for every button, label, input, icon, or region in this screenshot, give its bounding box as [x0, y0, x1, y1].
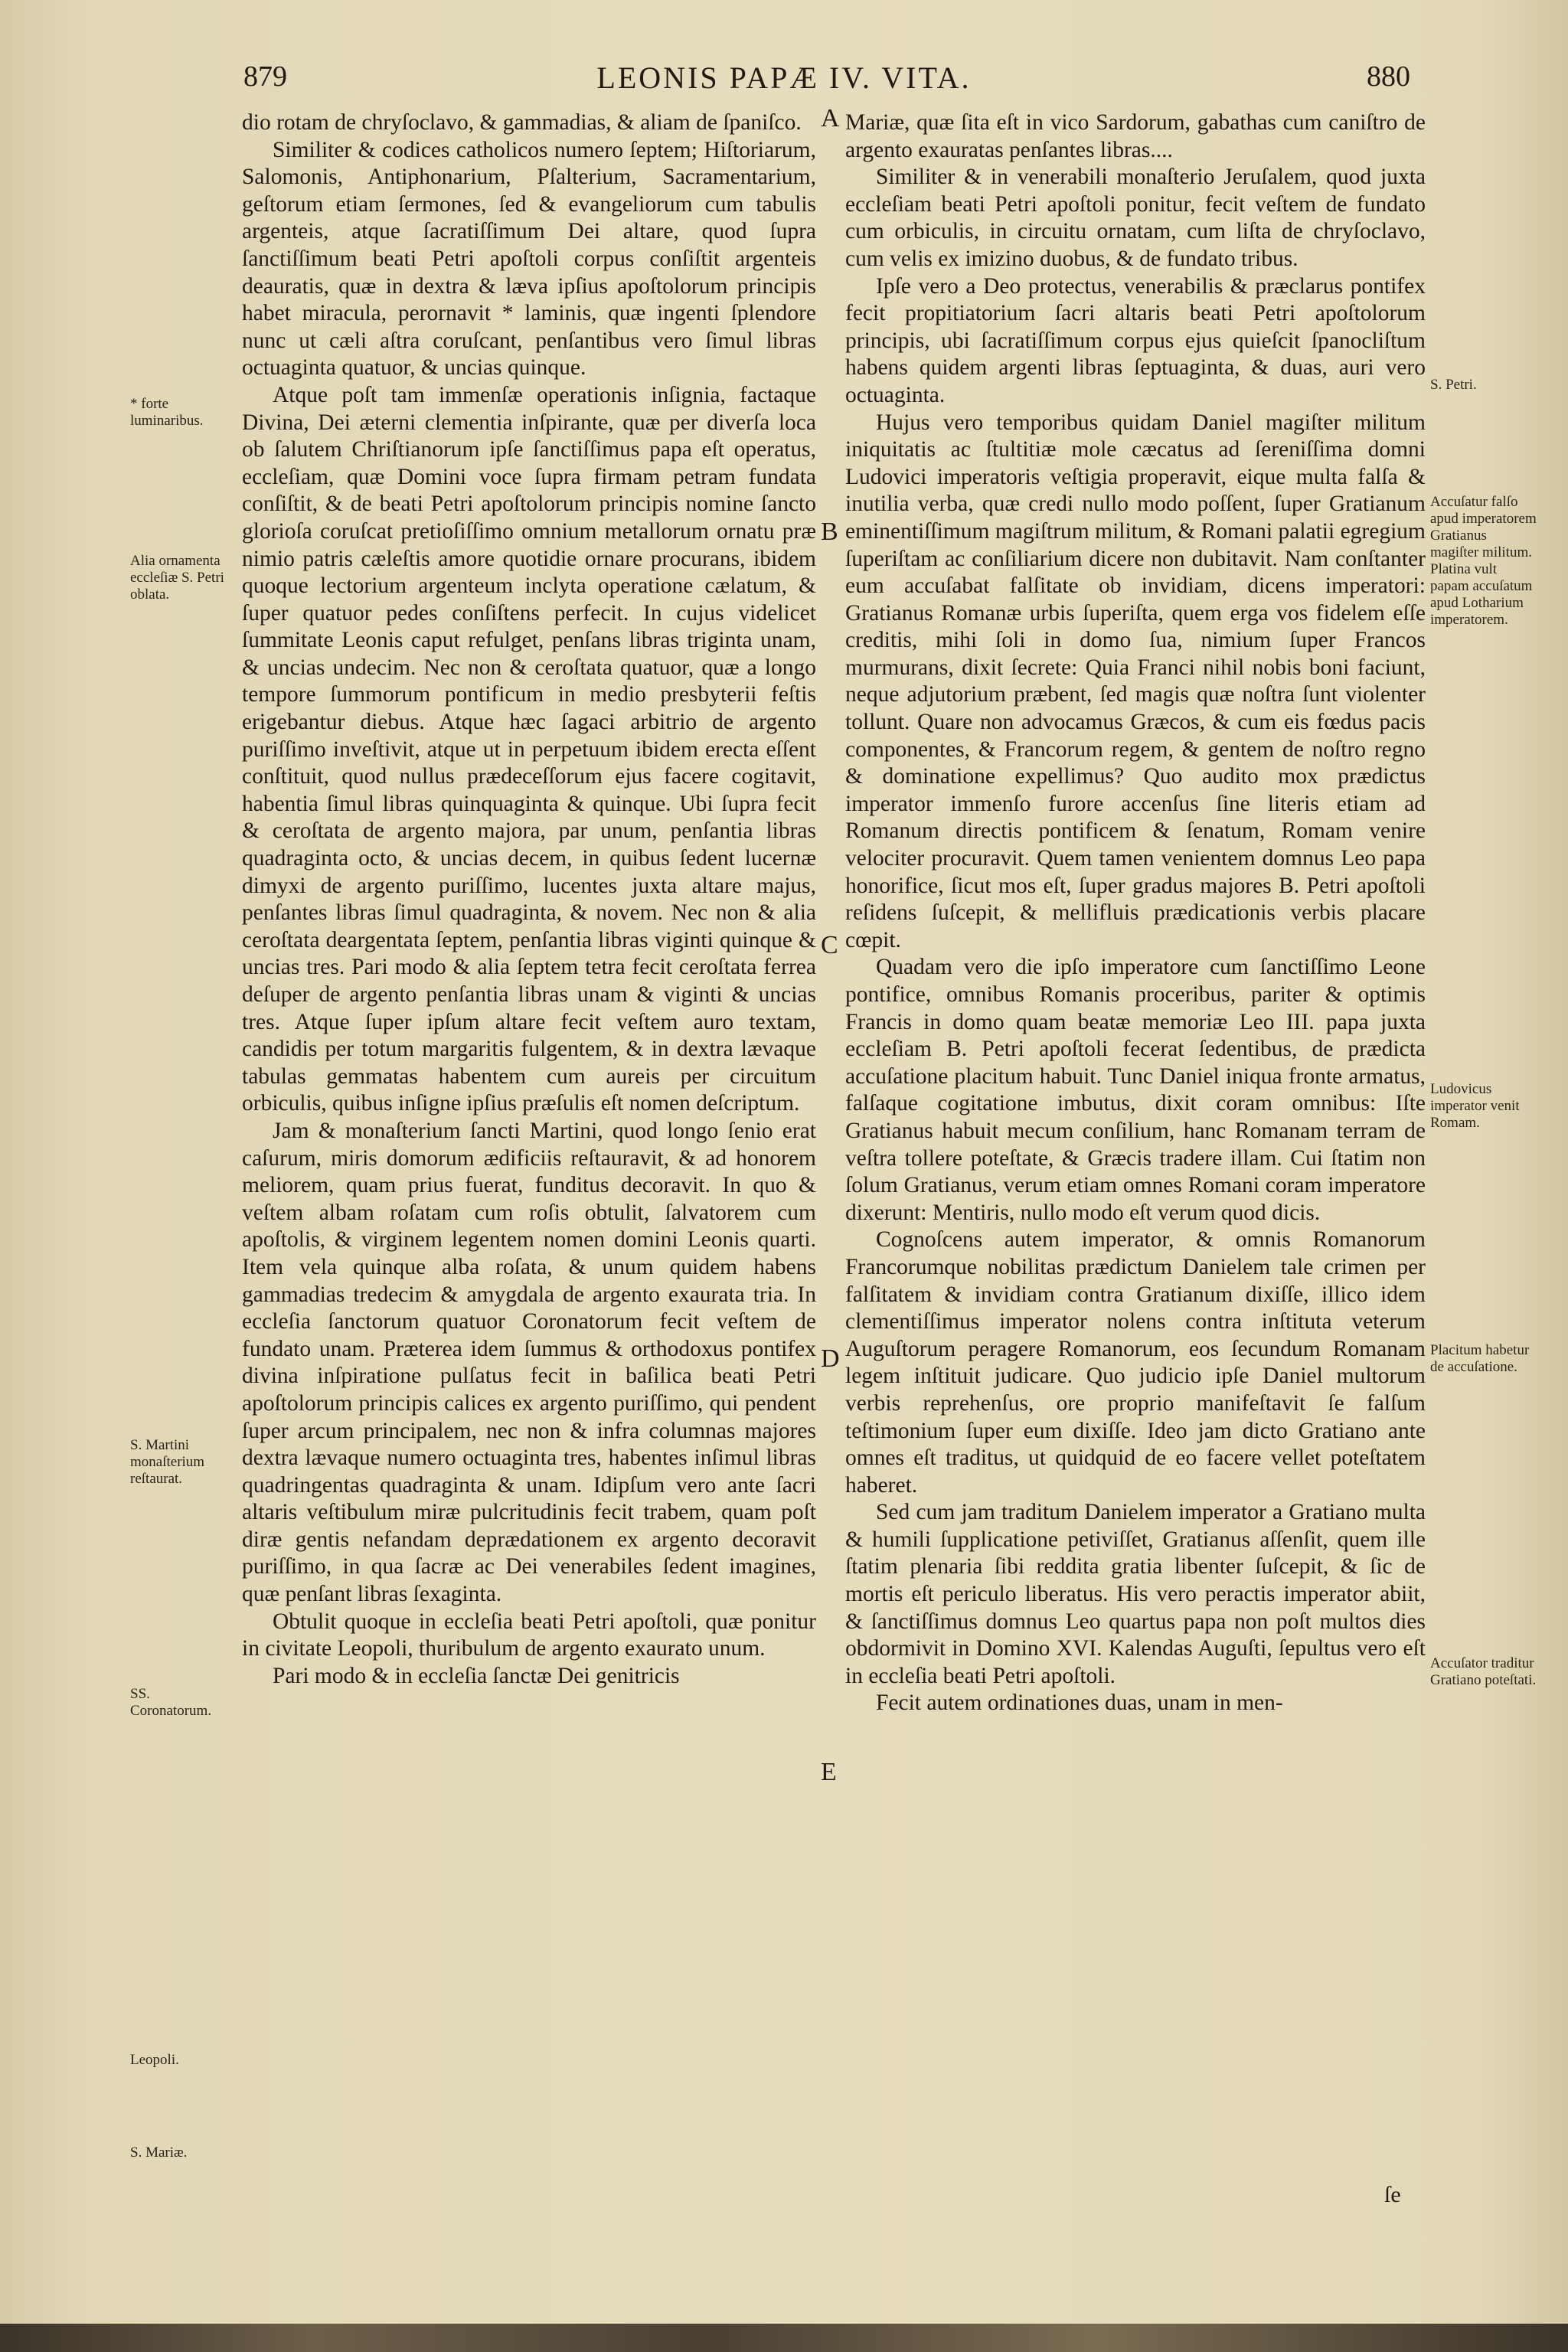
margin-note-luminaribus: * forte luminaribus. — [130, 396, 204, 429]
right-page-number: 880 — [1367, 60, 1410, 93]
margin-note-s-martini: S. Martini monaſterium reſtaurat. — [130, 1437, 205, 1487]
right-text-column — [845, 109, 1426, 1717]
running-title: LEONIS PAPÆ IV. VITA. — [596, 60, 972, 95]
scan-edge — [0, 2324, 1568, 2352]
paragraph: Cognoſcens autem imperator, & omnis Romanorum Francorumque nobilitas prædictum Danielem tale crimen per falſitatem & invidiam contra Gratianum dixiſſe, illico idem clementiſſimus imperator nolens contra inſtituta veterum Auguſtorum peragere Romanorum, eos ſecundum Romanam legem inſtituit judicare. Quo judicio ipſe Daniel multorum verbis reprehenſus, ore proprio manifeſtavit ſe falſum teſtimonium ſuper eum dixiſſe. Ideo jam dicto Gratiano ante omnes eſt traditus, ut quidquid de eo facere vellet poteſtatem haberet. — [845, 1227, 1426, 1498]
section-letter-c: C — [821, 931, 838, 959]
left-text-column — [242, 109, 816, 1690]
paragraph: Fecit autem ordinationes duas, unam in men- — [876, 1690, 1283, 1716]
paragraph: dio rotam de chryſoclavo, & gammadias, & aliam de ſpaniſco. — [242, 110, 802, 135]
paragraph: Atque poſt tam immenſæ operationis inſignia, factaque Divina, Dei æterni clementia inſpirante, quæ per diverſa loca ob ſalutem Chriſtianorum ipſe ſanctiſſimus papa eſt operatus, eccleſiam, quæ Domini voce ſupra firmam petram fundata conſiſtit, & de beati Petri apoſtolorum principis nomine ſancto glorioſa coruſcat pretioſiſſimo omnium metallorum ornatu præ nimio patris cæleſtis amore quotidie ornare procurans, ibidem quoque lectorium argenteum inclyta operatione cælatum, & ſuper quatuor pedes conſiſtens perfecit. In cujus videlicet ſummitate Leonis caput refulget, penſans libras triginta unam, & uncias undecim. Nec non & ceroſtata quatuor, quæ a longo tempore ſummorum pontificum in medio presbyterii feſtis erigebantur diebus. Atque hæc ſagaci arbitrio de argento puriſſimo inveſtivit, atque ut in perpetuum ibidem erecta eſſent conſtituit, quod nullus prædeceſſorum ejus facere cogitavit, habentia ſimul libras quinquaginta & quinque. Ubi ſupra fecit & ceroſtata de argento majora, par unum, penſantia libras quadraginta octo, & uncias decem, in quibus ſedent lucernæ dimyxi de argento puriſſimo, lucentes juxta altare majus, penſantes libras ſimul quadraginta, & novem. Nec non & alia ceroſtata deargentata ſeptem, penſantia libras viginti quinque & uncias tres. Pari modo & alia ſeptem tetra fecit ceroſtata ferrea deſuper de argento penſantia libras unam & viginti & uncias tres. Atque ſuper ipſum altare fecit veſtem auro textam, candidis per totum margaritis fulgentem, & in dextra lævaque tabulas gemmatas habentem cum aureis per circuitum orbiculis, quibus inſigne ipſius præſulis eſt nomen deſcriptum. — [242, 382, 816, 1116]
margin-note-s-petri: S. Petri. — [1430, 377, 1477, 393]
section-letter-d: D — [821, 1344, 840, 1373]
margin-note-leopoli: Leopoli. — [130, 2052, 179, 2068]
paragraph: Jam & monaſterium ſancti Martini, quod longo ſenio erat caſurum, miris domorum ædificiis reſtauravit, & ad honorem meliorem, quam prius fuerat, funditus decoravit. In quo & veſtem albam roſatam cum roſis obtulit, ſalvatorem cum apoſtolis, & virginem legentem nomen domini Leonis quarti. Item vela quinque alba roſata, & unum quidem habens gammadias tredecim & amygdala de argento exaurata tria. In eccleſia ſanctorum quatuor Coronatorum fecit veſtem de fundato unam. Præterea idem ſummus & orthodoxus pontifex divina inſpiratione pulſatus fecit in baſilica beati Petri apoſtolorum principis calices ex argento puriſſimo, qui pendent ſuper arcum principalem, nec non & infra columnas majores dextra lævaque numero octuaginta tres, habentes inſimul libras quadringentas quadraginta & unam. Idipſum vero ante ſacri altaris veſtibulum miræ pulcritudinis fecit trabem, quam poſt diræ gentis nefandam deprædationem ex argento decoravit puriſſimo, in qua ſacræ ac Dei venerabiles ſedent imagines, quæ penſant libras ſexaginta. — [242, 1118, 816, 1607]
margin-note-placitum: Placitum habetur de accuſatione. — [1430, 1342, 1530, 1375]
margin-note-ludovicus: Ludovicus imperator venit Romam. — [1430, 1081, 1520, 1131]
paragraph: Ipſe vero a Deo protectus, venerabilis & præclarus pontifex fecit propitiatorium ſacri altaris beati Petri apoſtolorum principis, ubi ſacratiſſimum corpus ejus quieſcit ſpanocliſtum habens quidem argenti libras ſeptuaginta, & duas, auri vero octuaginta. — [845, 273, 1426, 407]
paragraph: Mariæ, quæ ſita eſt in vico Sardorum, gabathas cum caniſtro de argento exauratas penſantes libras.... — [845, 110, 1426, 162]
paragraph: Hujus vero temporibus quidam Daniel magiſter militum iniquitatis ac ſtultitiæ mole cæcatus ad ſereniſſima domni Ludovici imperatoris veſtigia properavit, eique multa falſa & inutilia verba, quæ credi nullo modo poſſent, ſuper Gratianum eminentiſſimum magiſtrum militum, & Romani palatii egregium ſuperiſtam ac conſiliarium dicere non dubitavit. Nam conſtanter eum accuſabat falſitate ob invidiam, dicens imperatori: Gratianus Romanæ urbis ſuperiſta, quem erga vos fidelem eſſe creditis, mihi ſoli in domo ſua, nimium ſuper Francos murmurans, dixit ſecrete: Quia Franci nihil nobis boni faciunt, neque adjutorium præbent, ſed magis quæ noſtra ſunt violenter tollunt. Quare non advocamus Græcos, & cum eis fœdus pacis componentes, & Francorum regem, & gentem de noſtro regno & dominatione expellimus? Quo audito mox prædictus imperator immenſo furore accenſus ſine literis etiam ad Romanum directis pontificem & ſenatum, Romam venire velociter procuravit. Quem tamen venientem domnus Leo papa honorifice, ſicut mos eſt, ſuper gradus majores B. Petri apoſtoli reſidens ſuſcepit, & mellifluis prædicationis verbis placare cœpit. — [845, 410, 1426, 952]
margin-note-s-mariae: S. Mariæ. — [130, 2145, 188, 2161]
paragraph: Sed cum jam traditum Danielem imperator a Gratiano multa & humili ſupplicatione petiviſſet, Gratianus aſſenſit, quem ille ſtatim plenaria ſibi reddita gratia libenter ſuſcepit, & ſic de mortis eſt periculo liberatus. His vero peractis imperator abiit, & ſanctiſſimus domnus Leo quartus papa non poſt multos dies obdormivit in Domino XVI. Kalendas Auguſti, ſepultus vero eſt in eccleſia beati Petri apoſtoli. — [845, 1500, 1426, 1688]
margin-note-alia-ornamenta: Alia ornamenta eccleſiæ S. Petri oblata. — [130, 553, 224, 603]
paragraph: Pari modo & in eccleſia ſanctæ Dei genitricis — [273, 1663, 680, 1688]
paragraph: Similiter & in venerabili monaſterio Jeruſalem, quod juxta eccleſiam beati Petri apoſtoli ponitur, fecit veſtem de fundato cum orbiculis, in circuitu ornatam, cum liſta de chryſoclavo, cum velis ex imizino duobus, & de fundato tribus. — [845, 165, 1426, 271]
margin-note-accusator-traditur: Accuſator traditur Gratiano poteſtati. — [1430, 1655, 1537, 1688]
paragraph: Obtulit quoque in eccleſia beati Petri apoſtoli, quæ ponitur in civitate Leopoli, thuribulum de argento exaurato unum. — [242, 1609, 816, 1661]
paragraph: Quadam vero die ipſo imperatore cum ſanctiſſimo Leone pontifice, omnibus Romanis proceribus, pariter & optimis Francis in domo quam beatæ memoriæ Leo III. papa juxta eccleſiam B. Petri apoſtoli fecerat ſedentibus, de prædicta accuſatione placitum habuit. Tunc Daniel iniqua fronte armatus, falſaque cogitatione imbutus, dixit coram omnibus: Iſte Gratianus habuit mecum conſilium, hanc Romanam terram de veſtra tollere poteſtate, & Græcis tradere illam. Cui ſtatim non ſolum Gratianus, verum etiam omnes Romani coram imperatore dixerunt: Mentiris, nullo modo eſt verum quod dicis. — [845, 955, 1426, 1225]
section-letter-b: B — [821, 518, 838, 546]
section-letter-e: E — [821, 1758, 837, 1786]
margin-note-accusatur: Accuſatur falſo apud imperatorem Gratianus magiſter militum. Platina vult papam accuſatum apud Lotharium imperatorem. — [1430, 494, 1537, 628]
page-header — [0, 60, 1568, 106]
section-letter-a: A — [821, 104, 840, 132]
left-page-number: 879 — [243, 60, 287, 93]
paragraph: Similiter & codices catholicos numero ſeptem; Hiſtoriarum, Salomonis, Antiphonarium, Pſalterium, Sacramentarium, geſtorum etiam ſermones, ſed & evangeliorum cum tabulis argenteis, atque ſacratiſſimum Dei altare, quod ſupra ſanctiſſimum beati Petri apoſtoli corpus conſiſtit argenteis deauratis, quæ in dextra & læva ipſius apoſtolorum principis habet miracula, perornavit * laminis, quæ ingenti ſplendore nunc ut cæli aſtra coruſcant, penſantibus vero ſimul libras octuaginta quatuor, & uncias quinque. — [242, 137, 816, 381]
catchword: ſe — [1384, 2182, 1401, 2207]
margin-note-ss-coronatorum: SS. Coronatorum. — [130, 1686, 212, 1719]
